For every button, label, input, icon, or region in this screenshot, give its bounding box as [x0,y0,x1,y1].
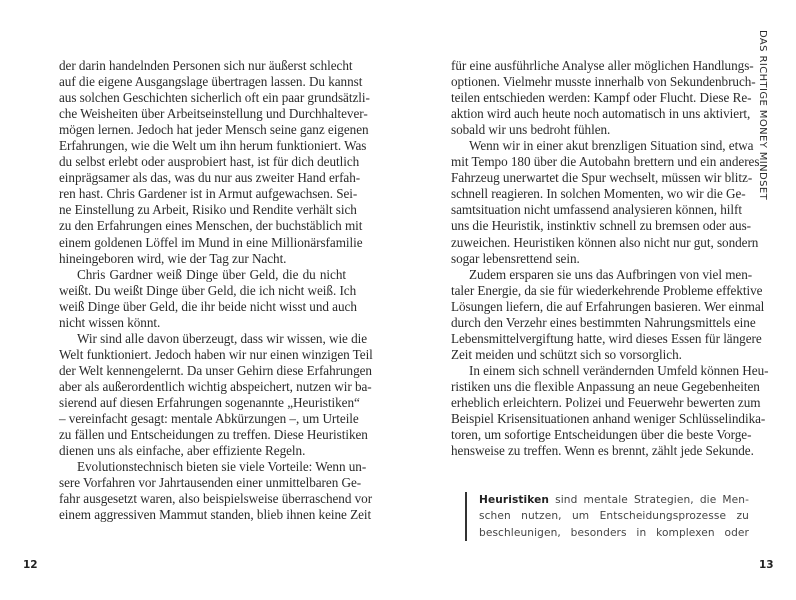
text-line: aktion wird auch heute noch automatisch in uns aktiviert, [451,106,751,122]
text-line: einem goldenen Löffel im Mund in eine Millionärsfamilie [59,234,363,250]
text-line: erheblich erleichtern. Polizei und Feuerwehr bewerten zum [451,394,761,410]
text-line: nicht wissen könnt. [59,314,161,330]
text-line: Wenn wir in einer akut brenzligen Situation sind, etwa [469,138,754,154]
callout-line: beschleunigen, besonders in komplexen oder [479,526,749,539]
text-line: für eine ausführliche Analyse aller möglichen Handlungs- [451,58,754,73]
text-line: der Welt kennengelernt. Da unser Gehirn diese Erfahrungen [59,362,372,378]
callout-line [479,492,749,508]
text-line: hensweise zu treffen. Wenn es brennt, zählt jede Sekunde. [451,443,754,459]
text-line: – vereinfacht gesagt: mentale Abkürzungen –, um Urteile [59,411,359,427]
text-line: du selbst erlebt oder ausprobiert hast, ist für dich deutlich [59,154,360,170]
text-line: aus solchen Geschichten sicherlich oft ein paar grundsätzli- [59,90,370,106]
text-line: Zeit meiden und schützt sich so vorsorglich. [451,346,682,362]
left-text-column [59,58,373,523]
text-line: schnell reagieren. In solchen Momenten, wo wir die Ge- [451,186,746,202]
page-number-right: 13 [759,559,774,571]
text-line: einem aggressiven Mammut standen, blieb ihnen keine Zeit [59,507,372,523]
text-line: Lebensmittelvergiftung hatte, wird dieses Essen für längere [451,330,762,346]
text-line: teilen entschieden werden: Kampf oder Flucht. Diese Re- [451,90,752,106]
page-number-left: 12 [23,559,38,571]
text-line: samtsituation nicht umfassend analysieren können, hilft [451,202,742,218]
text-line: mögen lernen. Jedoch hat jeder Mensch seine ganz eigenen [59,122,369,138]
text-line: sogar lebensrettend sein. [451,250,580,266]
text-line: Fahrzeug unerwartet die Spur wechselt, müssen wir blitz- [451,170,753,186]
text-line: Evolutionstechnisch bieten sie viele Vorteile: Wenn un- [77,459,367,475]
right-page [398,0,796,600]
text-line: sierend auf diesen Erfahrungen sogenannte „Heuristiken“ [59,394,360,410]
text-line: der darin handelnden Personen sich nur äußerst schlecht [59,58,353,73]
text-line: sere Vorfahren vor Jahrtausenden einer unmittelbaren Ge- [59,475,362,491]
text-line: In einem sich schnell verändernden Umfeld können Heu- [469,362,769,378]
text-line: zu fällen und Entscheidungen zu treffen. Diese Heuristiken [59,427,368,443]
text-line: Zudem ersparen sie uns das Aufbringen von viel men- [469,266,753,282]
text-line: Wir sind alle davon überzeugt, dass wir wissen, wie die [77,330,368,346]
text-line: auf die eigene Ausgangslage übertragen lassen. Du kannst [59,74,363,90]
text-line: mit Tempo 180 über die Autobahn brettern und ein anderes [451,154,760,170]
text-line: taler Energie, da sie für wiederkehrende Probleme effektive [451,282,763,298]
text-line: Lösungen liefern, die auf Erfahrungen basieren. Wer einmal [451,298,765,314]
text-line: zu den Erfahrungen eines Menschen, der buchstäblich mit [59,218,363,234]
text-line: Chris Gardner weiß Dinge über Geld, die du nicht [77,266,346,282]
text-line: durch den Verzehr eines bestimmten Nahrungsmittels eine [451,314,756,330]
text-line: zuweichen. Heuristiken können also nicht nur gut, sondern [451,234,759,250]
text-line: ristiken uns die flexible Anpassung an neue Gegebenheiten [451,378,760,394]
text-line: ne Einstellung zu Arbeit, Risiko und Rendite verhält sich [59,202,357,218]
text-line: weißt. Du weißt Dinge über Geld, die ich nicht weiß. Ich [59,282,357,298]
text-line: optionen. Vielmehr musste innerhalb von Sekundenbruch- [451,74,756,90]
text-line: aber als außerordentlich wichtig abspeichert, nutzen wir ba- [59,378,372,394]
running-header: DAS RICHTIGE MONEY MINDSET [757,30,768,201]
text-line: Erfahrungen, wie die Welt um ihn herum funktioniert. Was [59,138,367,154]
text-line: Beispiel Krisensituationen anhand weniger Schlüsselindika- [451,411,766,427]
callout-line: schen nutzen, um Entscheidungsprozesse zu [479,510,749,523]
text-line: Welt funktioniert. Jedoch haben wir nur einen winzigen Teil [59,346,373,362]
definition-callout [465,492,749,541]
callout-term: Heuristiken [479,494,550,506]
text-line: dienen uns als einfache, aber effiziente Regeln. [59,443,306,459]
text-line: ren hast. Chris Gardener ist in Armut aufgewachsen. Sei- [59,186,358,202]
text-line: uns die Heuristik, instinktiv schnell zu bremsen oder aus- [451,218,751,234]
text-line: einprägsamer als das, was du nur aus zweiter Hand erfah- [59,170,361,186]
text-line: toren, um sofortige Entscheidungen über die beste Vorge- [451,427,752,443]
text-line: weiß Dinge über Geld, die ihr beide nicht wisst und auch [59,298,357,314]
text-line: che Weisheiten über Arbeitseinstellung und Durchhaltever- [59,106,368,122]
text-line: sobald wir uns bedroht fühlen. [451,122,611,138]
callout-text: sind mentale Strategien, die Men- [549,494,749,506]
text-line: hineingeboren wird, wie der Tag zur Nacht. [59,250,287,266]
text-line: fahr ausgesetzt waren, also beispielsweise überraschend vor [59,491,373,507]
